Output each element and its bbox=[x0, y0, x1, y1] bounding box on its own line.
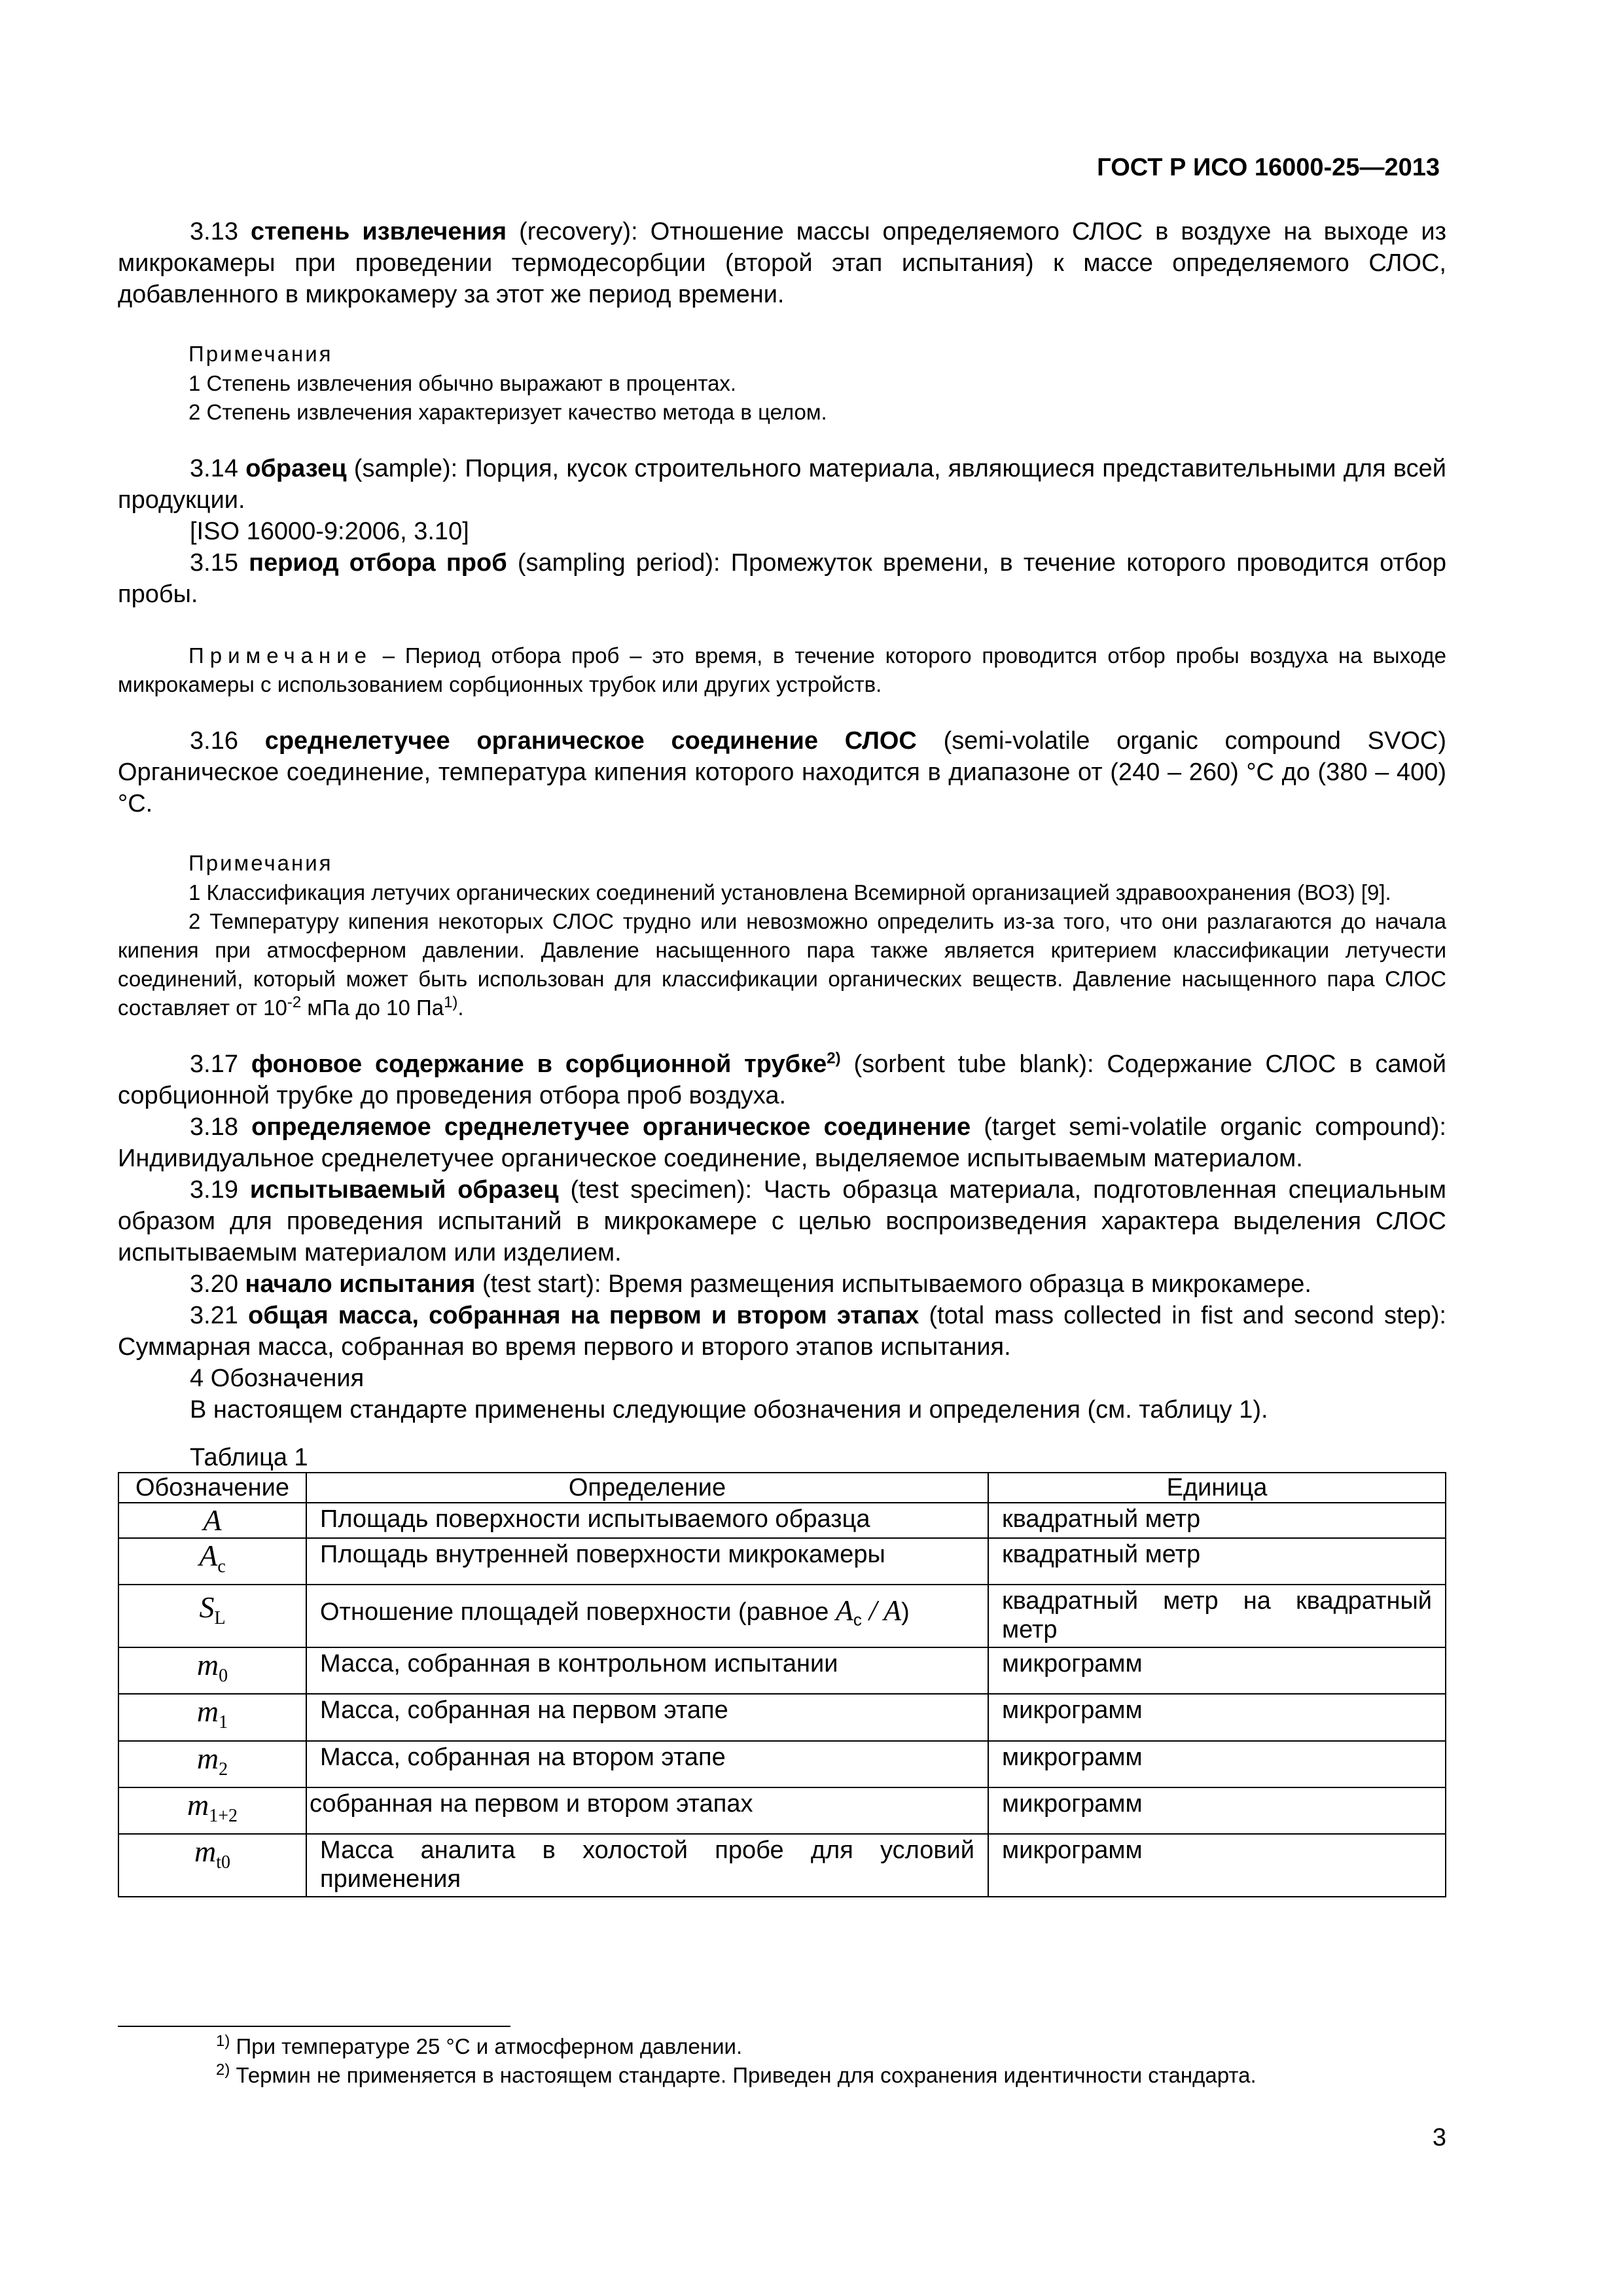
unit-cell: квадратный метр bbox=[988, 1538, 1446, 1585]
symbol-cell bbox=[118, 1834, 306, 1897]
clause-number: 3.21 bbox=[190, 1302, 249, 1329]
term: определяемое среднелетучее органическое соединение bbox=[251, 1113, 971, 1141]
note-item: 2 Степень извлечения характеризует качество метода в целом. bbox=[188, 400, 827, 424]
table-caption: Таблица 1 bbox=[190, 1444, 308, 1471]
table-row bbox=[118, 1834, 1446, 1897]
clause-number: 3.13 bbox=[190, 218, 251, 245]
document-header: ГОСТ Р ИСО 16000-25—2013 bbox=[1097, 154, 1440, 181]
definition-cell: Масса, собранная в контрольном испытании bbox=[306, 1647, 988, 1694]
unit-cell: микрограмм bbox=[988, 1694, 1446, 1740]
symbol: m bbox=[194, 1834, 217, 1868]
formula-subscript: c bbox=[853, 1609, 862, 1630]
column-header: Единица bbox=[988, 1473, 1446, 1503]
symbol-subscript: 2 bbox=[219, 1759, 228, 1780]
table-row bbox=[118, 1694, 1446, 1740]
footnotes bbox=[216, 2032, 1459, 2090]
note-3-15 bbox=[118, 641, 1446, 699]
note-text: 2 Температуру кипения некоторых СЛОС трудно или невозможно определить из-за того, что они разлагаются до начала кипения при атмосферном давлении. Давление насыщенного пара также является критерием классификации летучести соединений, который может быть использован для классификации органических веществ. Давление насыщенного пара СЛОС составляет от 10 bbox=[118, 909, 1446, 1020]
symbol-cell bbox=[118, 1503, 306, 1538]
definition: (sample): Порция, кусок строительного материала, являющиеся представительными для всей продукции. bbox=[118, 455, 1446, 514]
note-text: – Период отбора проб – это время, в течение которого проводится отбор пробы воздуха на выходе микрокамеры с использованием сорбционных трубок или других устройств. bbox=[118, 643, 1446, 696]
note-item bbox=[118, 907, 1446, 1022]
definition-cell: собранная на первом и втором этапах bbox=[306, 1787, 988, 1834]
term: среднелетучее органическое соединение СЛОС bbox=[264, 727, 917, 755]
symbol-subscript: 1 bbox=[219, 1712, 228, 1733]
unit-cell: квадратный метр bbox=[988, 1503, 1446, 1538]
table-row bbox=[118, 1585, 1446, 1647]
symbol: A bbox=[199, 1539, 218, 1572]
clause-number: 3.14 bbox=[190, 455, 246, 482]
symbol: m bbox=[196, 1648, 219, 1682]
footnote-mark: 2) bbox=[216, 2061, 230, 2079]
column-header: Обозначение bbox=[118, 1473, 306, 1503]
formula-operator: / bbox=[861, 1594, 884, 1627]
table-row bbox=[118, 1787, 1446, 1834]
footnote-text: При температуре 25 °С и атмосферном давлении. bbox=[230, 2034, 743, 2058]
symbol-subscript: L bbox=[214, 1608, 226, 1629]
clause-3-16 bbox=[118, 725, 1446, 819]
note-text: . bbox=[457, 996, 464, 1020]
notes-heading: Примечания bbox=[188, 342, 333, 366]
clause-3-15 bbox=[118, 547, 1446, 610]
notes-heading: Примечания bbox=[188, 851, 333, 875]
footnote-mark: 1) bbox=[216, 2032, 230, 2050]
symbol: m bbox=[187, 1787, 209, 1821]
definition: (semi-volatile organic compound SVOC) Органическое соединение, температура кипения которого находится в диапазоне от (240 – 260) °С до (380 – 400) °С. bbox=[118, 727, 1446, 817]
definition-text: Отношение площадей поверхности (равное bbox=[320, 1598, 836, 1626]
definition: (test specimen): Часть образца материала, подготовленная специальным образом для проведения испытаний в микрокамере с целью воспроизведения характера выделения СЛОС испытываемым материалом или изделием. bbox=[118, 1176, 1446, 1266]
unit-cell: микрограмм bbox=[988, 1741, 1446, 1787]
definition: (target semi-volatile organic compound): Индивидуальное среднелетучее органическое соединение, выделяемое испытываемым материалом. bbox=[118, 1113, 1446, 1172]
note-item: 1 Классификация летучих органических соединений установлена Всемирной организацией здравоохранения (ВОЗ) [9]. bbox=[188, 880, 1391, 905]
unit-cell: микрограмм bbox=[988, 1834, 1446, 1897]
formula-symbol: A bbox=[883, 1594, 902, 1627]
formula-symbol: A bbox=[835, 1594, 853, 1627]
term: степень извлечения bbox=[251, 218, 507, 245]
symbol-subscript: t0 bbox=[216, 1852, 230, 1873]
clause-3-14 bbox=[118, 453, 1446, 516]
symbol-cell bbox=[118, 1647, 306, 1694]
table-row bbox=[118, 1503, 1446, 1538]
symbol: m bbox=[196, 1741, 219, 1775]
symbol: A bbox=[203, 1503, 222, 1537]
term: испытываемый образец bbox=[249, 1176, 559, 1204]
term: фоновое содержание в сорбционной трубке bbox=[251, 1050, 827, 1078]
definition-cell: Площадь внутренней поверхности микрокамеры bbox=[306, 1538, 988, 1585]
clause-3-19 bbox=[118, 1174, 1446, 1268]
symbol-cell bbox=[118, 1741, 306, 1787]
page-body bbox=[118, 216, 1446, 1897]
symbol: S bbox=[199, 1590, 215, 1624]
footnote-1 bbox=[216, 2032, 1459, 2061]
table-row bbox=[118, 1647, 1446, 1694]
clause-number: 3.18 bbox=[190, 1113, 252, 1141]
reference: [ISO 16000-9:2006, 3.10] bbox=[190, 518, 469, 545]
symbol-cell bbox=[118, 1585, 306, 1647]
definition-cell bbox=[306, 1585, 988, 1647]
clause-3-20 bbox=[118, 1268, 1446, 1300]
table-row bbox=[118, 1538, 1446, 1585]
exponent: -2 bbox=[287, 994, 302, 1011]
definition: (recovery): Отношение массы определяемого СЛОС в воздухе на выходе из микрокамеры при проведении термодесорбции (второй этап испытания) к массе определяемого СЛОС, добавленного в микрокамеру за этот же период времени. bbox=[118, 218, 1447, 308]
table-row bbox=[118, 1741, 1446, 1787]
term: период отбора проб bbox=[249, 549, 507, 577]
unit-cell: квадратный метр на квадратный метр bbox=[988, 1585, 1446, 1647]
definition-cell: Площадь поверхности испытываемого образца bbox=[306, 1503, 988, 1538]
definition: (sorbent tube blank): Содержание СЛОС в самой сорбционной трубке до проведения отбора проб воздуха. bbox=[118, 1050, 1446, 1109]
note-label: Примечание bbox=[188, 643, 373, 668]
symbols-table bbox=[118, 1472, 1446, 1897]
footnote-text: Термин не применяется в настоящем стандарте. Приведен для сохранения идентичности стандарта. bbox=[230, 2063, 1257, 2087]
column-header: Определение bbox=[306, 1473, 988, 1503]
footnote-2 bbox=[216, 2061, 1459, 2090]
term: образец bbox=[245, 455, 347, 482]
clause-number: 3.15 bbox=[190, 549, 249, 577]
definition-text: ) bbox=[901, 1598, 910, 1626]
footnote-ref: 1) bbox=[444, 994, 458, 1011]
section-4-text: В настоящем стандарте применены следующие обозначения и определения (см. таблицу 1). bbox=[190, 1396, 1268, 1424]
footnote-ref: 2) bbox=[827, 1049, 841, 1067]
symbol-subscript: 0 bbox=[219, 1666, 228, 1687]
definition: (sampling period): Промежуток времени, в течение которого проводится отбор пробы. bbox=[118, 549, 1446, 608]
clause-3-13 bbox=[118, 216, 1446, 310]
note-text: мПа до 10 Па bbox=[301, 996, 444, 1020]
definition-cell: Масса аналита в холостой пробе для условий применения bbox=[306, 1834, 988, 1897]
symbol-cell bbox=[118, 1787, 306, 1834]
definition-cell: Масса, собранная на втором этапе bbox=[306, 1741, 988, 1787]
term: начало испытания bbox=[245, 1270, 476, 1298]
symbol-cell bbox=[118, 1538, 306, 1585]
clause-number: 3.20 bbox=[190, 1270, 245, 1298]
symbol: m bbox=[196, 1695, 219, 1729]
term: общая масса, собранная на первом и втором этапах bbox=[248, 1302, 919, 1329]
symbol-subscript: c bbox=[217, 1556, 226, 1577]
unit-cell: микрограмм bbox=[988, 1787, 1446, 1834]
section-4-heading: 4 Обозначения bbox=[190, 1365, 365, 1392]
definition-cell: Масса, собранная на первом этапе bbox=[306, 1694, 988, 1740]
table-header-row bbox=[118, 1473, 1446, 1503]
definition: (test start): Время размещения испытываемого образца в микрокамере. bbox=[475, 1270, 1311, 1298]
note-item: 1 Степень извлечения обычно выражают в процентах. bbox=[188, 371, 737, 395]
page-number: 3 bbox=[1432, 2124, 1446, 2151]
clause-3-21 bbox=[118, 1300, 1446, 1363]
clause-number: 3.19 bbox=[190, 1176, 250, 1204]
clause-3-18 bbox=[118, 1111, 1446, 1174]
definition: (total mass collected in fist and second step): Суммарная масса, собранная во время первого и второго этапов испытания. bbox=[118, 1302, 1446, 1361]
unit-cell: микрограмм bbox=[988, 1647, 1446, 1694]
symbol-subscript: 1+2 bbox=[209, 1805, 238, 1826]
symbol-cell bbox=[118, 1694, 306, 1740]
clause-number: 3.17 bbox=[190, 1050, 251, 1078]
footnote-separator bbox=[118, 2026, 510, 2027]
clause-3-17 bbox=[118, 1049, 1446, 1111]
clause-number: 3.16 bbox=[190, 727, 265, 755]
